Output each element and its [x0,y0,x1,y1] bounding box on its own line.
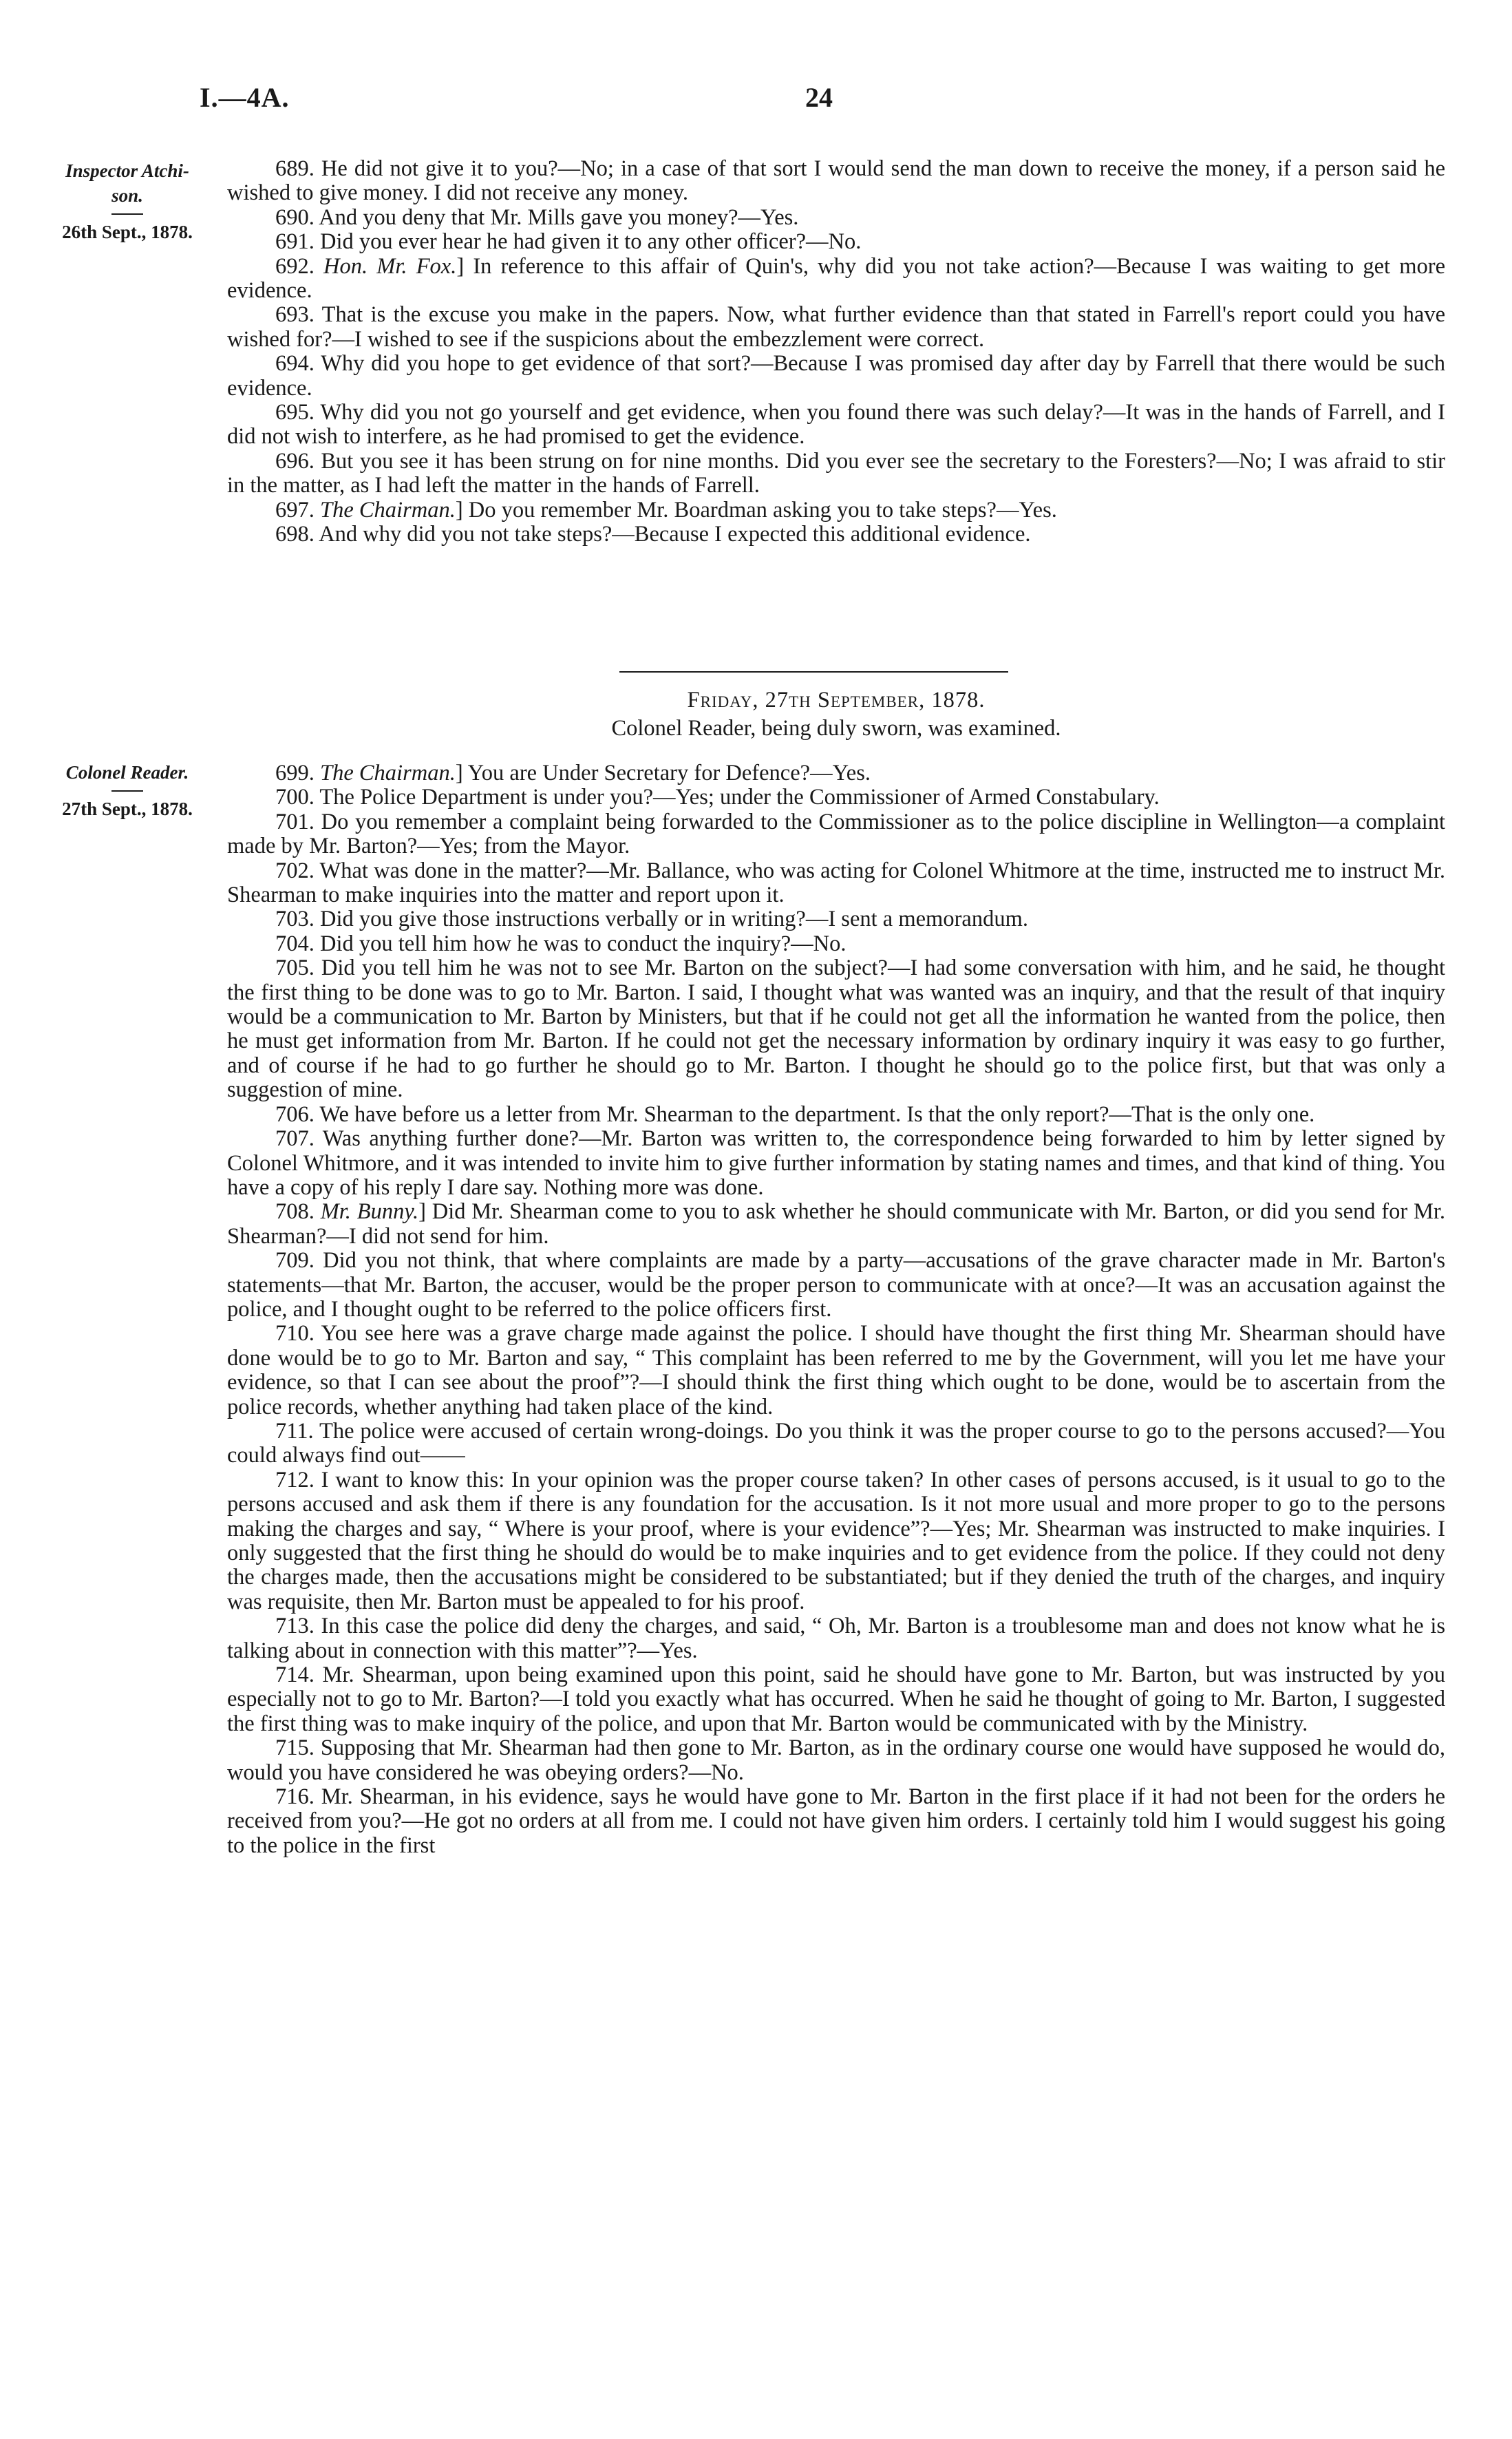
question-698: 698. And why did you not take steps?—Because I expected this additional evidence. [275,522,1031,547]
question-708: 708. Mr. Bunny.] Did Mr. Shearman come to you to ask whether he should communicate with Mr. Barton, or did you send for Mr. Shearman?—I did not send for him. [227,1199,1446,1249]
question-715: 715. Supposing that Mr. Shearman had then gone to Mr. Barton, as in the ordinary course one would have supposed he would do, would you have considered he was obeying orders?—No. [227,1735,1445,1785]
question-716: 716. Mr. Shearman, in his evidence, says he would have gone to Mr. Barton in the first place if it had not been for the orders he received from you?—He got no orders at all from me. I could not have given him orders. I certainly told him I would suggest his going to the police in the first [227,1784,1445,1858]
question-712: 712. I want to know this: In your opinion was the proper course taken? In other cases of persons accused, is it usual to go to the persons accused and ask them if there is any foundation for the accusation. Is it not more usual and more proper to go to the persons making the charges and say, “ Where is your proof, where is your evidence”?—Yes; Mr. Shearman was instructed to make inquiries. I only suggested that the first thing he should do would be to make inquiries and to get evidence from the police. If they could not deny the charges made, then the accusations might be considered to be substantiated; but if they denied the truth of the charges, and inquiry was requisite, then Mr. Barton must be appealed to for his proof. [227,1467,1445,1614]
witness-date-text: 26th Sept., 1878. [62,222,193,242]
question-694: 694. Why did you hope to get evidence of that sort?—Because I was promised day after day by Farrell that there would be such evidence. [227,351,1445,401]
witness-margin-note-reader [38,760,217,785]
session-heading [227,688,1445,741]
witness-sworn-line: Colonel Reader, being duly sworn, was examined. [611,716,1061,741]
speaker-name: The Chairman. [320,497,456,522]
document-code: I.—4A. [200,82,290,113]
page-header [200,81,1445,123]
question-710: 710. You see here was a grave charge made against the police. I should have thought the first thing Mr. Shearman should have done would be to go to Mr. Barton and say, “ This complaint has been referred to me by the Government, will you let me have your evidence, so that I can see about the proof”?—I should think the first thing which ought to be done, would be to ascertain from the police records, whether anything had taken place of the kind. [227,1321,1445,1419]
witness-name: Colonel Reader. [65,762,189,783]
session-date-heading: Friday, 27th September, 1878. [687,688,986,712]
question-690: 690. And you deny that Mr. Mills gave you money?—Yes. [275,204,799,230]
witness-date-atchison [38,207,217,244]
question-689: 689. He did not give it to you?—No; in a case of that sort I would send the man down to receive the money, if a person said he wished to give money. I did not receive any money. [227,156,1445,206]
question-691: 691. Did you ever hear he had given it to any other officer?—No. [275,229,862,255]
question-696: 696. But you see it has been strung on for nine months. Did you ever see the secretary to the Foresters?—No; I was afraid to stir in the matter, as I had left the matter in the hands of Farrell. [227,448,1445,498]
speaker-name: Mr. Bunny. [320,1199,419,1225]
witness-name-line-1: Inspector Atchi- [65,160,189,181]
examination-reader [227,761,1445,1858]
witness-margin-note-atchison [38,158,217,208]
question-697: 697. The Chairman.] Do you remember Mr. Boardman asking you to take steps?—Yes. [275,497,1057,522]
witness-date-text: 27th Sept., 1878. [62,799,193,819]
question-706: 706. We have before us a letter from Mr. Shearman to the department. Is that the only report?—That is the only one. [275,1101,1315,1127]
question-714: 714. Mr. Shearman, upon being examined upon this point, said he should have gone to Mr. Barton, but was instructed by you especially not to go to Mr. Barton?—I told you exactly what has occurred. When he said he thought of going to Mr. Barton, I suggested the first thing was to make inquiry of the police, and upon that Mr. Barton would be communicated with by the Ministry. [227,1662,1445,1736]
question-703: 703. Did you give those instructions verbally or in writing?—I sent a memorandum. [275,907,1028,932]
margin-divider [111,213,143,215]
speaker-name: The Chairman. [320,761,456,785]
question-713: 713. In this case the police did deny the charges, and said, “ Oh, Mr. Barton is a troublesome man and does not know what he is talking about in connection with this matter”?—Yes. [227,1614,1445,1663]
question-693: 693. That is the excuse you make in the papers. Now, what further evidence than that stated in Farrell's report could you have wished for?—I wished to see if the suspicions about the embezzlement were correct. [227,302,1445,352]
question-702: 702. What was done in the matter?—Mr. Ballance, who was acting for Colonel Whitmore at the time, instructed me to instruct Mr. Shearman to make inquiries into the matter and report upon it. [227,858,1445,908]
question-701: 701. Do you remember a complaint being forwarded to the Commissioner as to the police discipline in Wellington—a complaint made by Mr. Barton?—Yes; from the Mayor. [227,809,1445,859]
page-number: 24 [805,82,833,113]
speaker-name: Hon. Mr. Fox. [323,253,457,279]
question-709: 709. Did you not think, that where complaints are made by a party—accusations of the grave character made in Mr. Barton's statements—that Mr. Barton, the accuser, would be the proper person to communicate with at once?—It was an accusation against the police, and I thought ought to be referred to the police officers first. [227,1248,1445,1322]
question-707: 707. Was anything further done?—Mr. Barton was written to, the correspondence being forwarded to him by letter signed by Colonel Whitmore, and it was intended to invite him to give further information by stating names and times, and that kind of thing. You have a copy of his reply I dare say. Nothing more was done. [227,1126,1445,1200]
question-704: 704. Did you tell him how he was to conduct the inquiry?—No. [275,931,846,956]
question-695: 695. Why did you not go yourself and get evidence, when you found there was such delay?—It was in the hands of Farrell, and I did not wish to interfere, as he had promised to get the evidence. [227,400,1445,450]
question-699: 699. The Chairman.] You are Under Secretary for Defence?—Yes. [275,761,871,785]
margin-divider [111,790,143,792]
question-700: 700. The Police Department is under you?—Yes; under the Commissioner of Armed Constabulary. [275,785,1160,810]
witness-name-line-2: son. [111,185,143,206]
question-711: 711. The police were accused of certain wrong-doings. Do you think it was the proper course to go to the persons accused?—You could always find out—— [227,1418,1445,1468]
question-692: 692. Hon. Mr. Fox.] In reference to this affair of Quin's, why did you not take action?—Because I was waiting to get more evidence. [227,253,1446,304]
section-divider [619,671,1008,673]
witness-date-reader [38,783,217,821]
examination-atchison [227,157,1445,547]
question-705: 705. Did you tell him he was not to see Mr. Barton on the subject?—I had some conversation with him, and he said, he thought the first thing to be done was to go to Mr. Barton. I said, I thought what was wanted was an inquiry, and that the result of that inquiry would be a communication to Mr. Barton by Ministers, but that if he could not get all the information he wanted from the police, then he must get information from Mr. Barton. If he could not get the necessary information by ordinary inquiry it was easy to go further, and of course if he had to go further he should go to Mr. Barton. I thought he should go to the police first, but that was only a suggestion of mine. [227,955,1445,1103]
